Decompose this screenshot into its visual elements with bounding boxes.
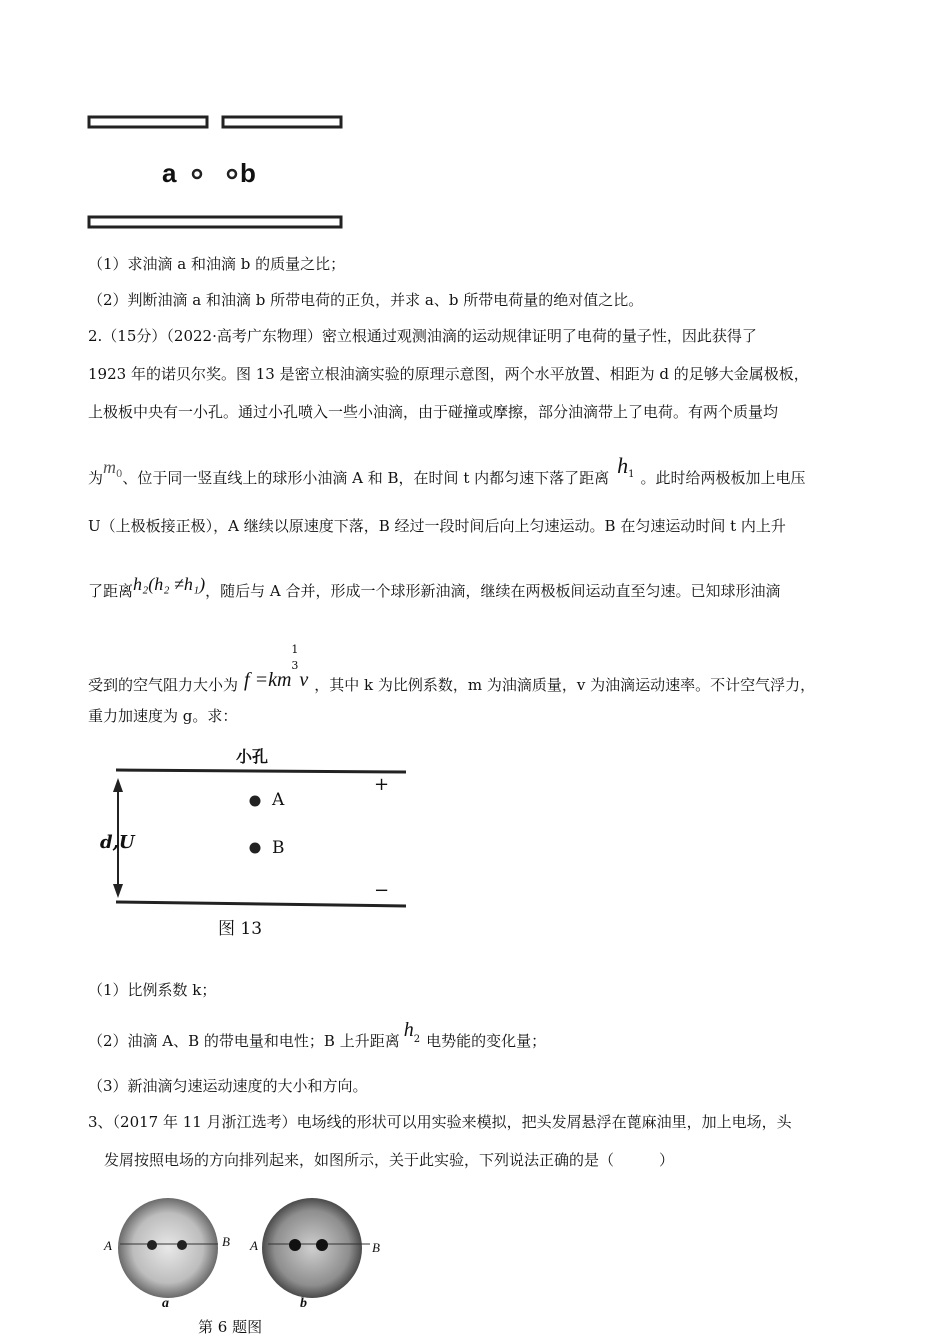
- droplet-B: [250, 843, 261, 854]
- millikan-figure: [90, 740, 420, 940]
- q2-sub3: （3）新油滴匀速运动速度的大小和方向。: [88, 1077, 368, 1095]
- q2-line6: [88, 574, 781, 601]
- figure-6-caption: 第 6 题图: [198, 1318, 263, 1336]
- arrow-down-icon: [113, 884, 123, 898]
- q2-line7-b: ，其中 k 为比例系数，m 为油滴质量，v 为油滴运动速率。不计空气浮力，: [314, 676, 816, 694]
- q2-line7: [88, 643, 816, 695]
- fig-a-right-label: B: [222, 1234, 230, 1249]
- plus-sign: +: [374, 774, 390, 795]
- exp-den: 3: [291, 659, 299, 672]
- h1-symbol: h: [617, 453, 629, 478]
- fig-b-caption: b: [300, 1296, 307, 1311]
- q1-sub2: （2）判断油滴 a 和油滴 b 所带电荷的正负，并求 a、b 所带电荷量的绝对值之比。: [88, 291, 644, 309]
- droplet-b: [228, 170, 236, 178]
- upper-plate-left: [89, 117, 207, 127]
- q2-line4-a: 为: [88, 469, 104, 487]
- exp-num: 1: [291, 643, 299, 656]
- m0-sub: 0: [116, 469, 123, 480]
- droplet-A: [250, 796, 261, 807]
- dish-a-electrode-left: [147, 1240, 157, 1250]
- q2-line2: 1923 年的诺贝尔奖。图 13 是密立根油滴实验的原理示意图，两个水平放置、相距为 d 的足够大金属极板，: [88, 365, 809, 383]
- dish-a-electrode-right: [177, 1240, 187, 1250]
- upper-plate-right: [223, 117, 341, 127]
- label-A: A: [272, 790, 285, 810]
- m0-symbol: m: [103, 457, 117, 477]
- q2-line4: [88, 453, 806, 491]
- dish-a: [118, 1198, 218, 1298]
- fig-a-caption: a: [162, 1296, 169, 1311]
- fig-b-left-label: A: [250, 1238, 258, 1253]
- h2-condition: h₂(h₂ ≠h₁): [133, 574, 206, 594]
- q2-sub1: （1）比例系数 k；: [88, 981, 217, 999]
- q1-sub1: （1）求油滴 a 和油滴 b 的质量之比；: [88, 255, 346, 273]
- q2-line5: U（上极板接正极），A 继续以原速度下落，B 经过一段时间后向上匀速运动。B 在匀速运动时间 t 内上升: [88, 517, 786, 535]
- q2-line3: 上极板中央有一小孔。通过小孔喷入一些小油滴，由于碰撞或摩擦，部分油滴带上了电荷。有两个质量均: [88, 403, 779, 421]
- fig-a-left-label: A: [104, 1238, 112, 1253]
- fig-b-right-label: B: [372, 1240, 380, 1255]
- q3-line1: 3、（2017 年 11 月浙江选考）电场线的形状可以用实验来模拟，把头发屑悬浮在蓖麻油里，加上电场，头: [88, 1113, 792, 1131]
- v-symbol: v: [299, 669, 309, 691]
- droplet-a: [193, 170, 201, 178]
- q2-sub2: [88, 1019, 547, 1054]
- hole-label: 小孔: [236, 747, 269, 766]
- q3-line2: 发屑按照电场的方向排列起来，如图所示，关于此实验，下列说法正确的是（ ）: [104, 1151, 675, 1169]
- arrow-up-icon: [113, 778, 123, 792]
- dish-b-electrode-right: [316, 1239, 328, 1251]
- lower-plate: [89, 217, 341, 227]
- q2-line6-b: ，随后与 A 合并，形成一个球形新油滴，继续在两极板间运动直至匀速。已知球形油滴: [205, 582, 781, 600]
- h2-symbol: h: [403, 1019, 414, 1041]
- droplet-a-label: a: [162, 158, 177, 188]
- figure-13-caption: 图 13: [218, 919, 263, 939]
- q2-line1: 2.（15分）（2022·高考广东物理）密立根通过观测油滴的运动规律证明了电荷的量子性，因此获得了: [88, 327, 757, 345]
- q2-line4-b: 、位于同一竖直线上的球形小油滴 A 和 B，在时间 t 内都匀速下落了距离: [122, 469, 610, 487]
- h2-sub: 2: [413, 1034, 421, 1045]
- q2-sub2-a: （2）油滴 A、B 的带电量和电性；B 上升距离: [88, 1032, 400, 1050]
- upper-plate: [116, 770, 406, 772]
- drag-formula: f =km: [244, 669, 292, 691]
- lower-plate: [116, 902, 406, 906]
- q2-line4-c: 。此时给两极板加上电压: [640, 469, 806, 487]
- droplet-b-label: b: [240, 158, 256, 188]
- q2-line6-a: 了距离: [88, 582, 134, 600]
- dish-b-electrode-left: [289, 1239, 301, 1251]
- minus-sign: −: [374, 880, 390, 901]
- q2-line8: 重力加速度为 g。求：: [88, 707, 238, 725]
- plates-ab-figure: [80, 108, 360, 238]
- dU-label: d,U: [100, 832, 135, 853]
- q2-line7-a: 受到的空气阻力大小为: [88, 676, 239, 694]
- q2-sub2-b: 电势能的变化量；: [426, 1032, 547, 1050]
- dish-b: [262, 1198, 362, 1298]
- h1-sub: 1: [628, 469, 635, 480]
- label-B: B: [272, 838, 285, 858]
